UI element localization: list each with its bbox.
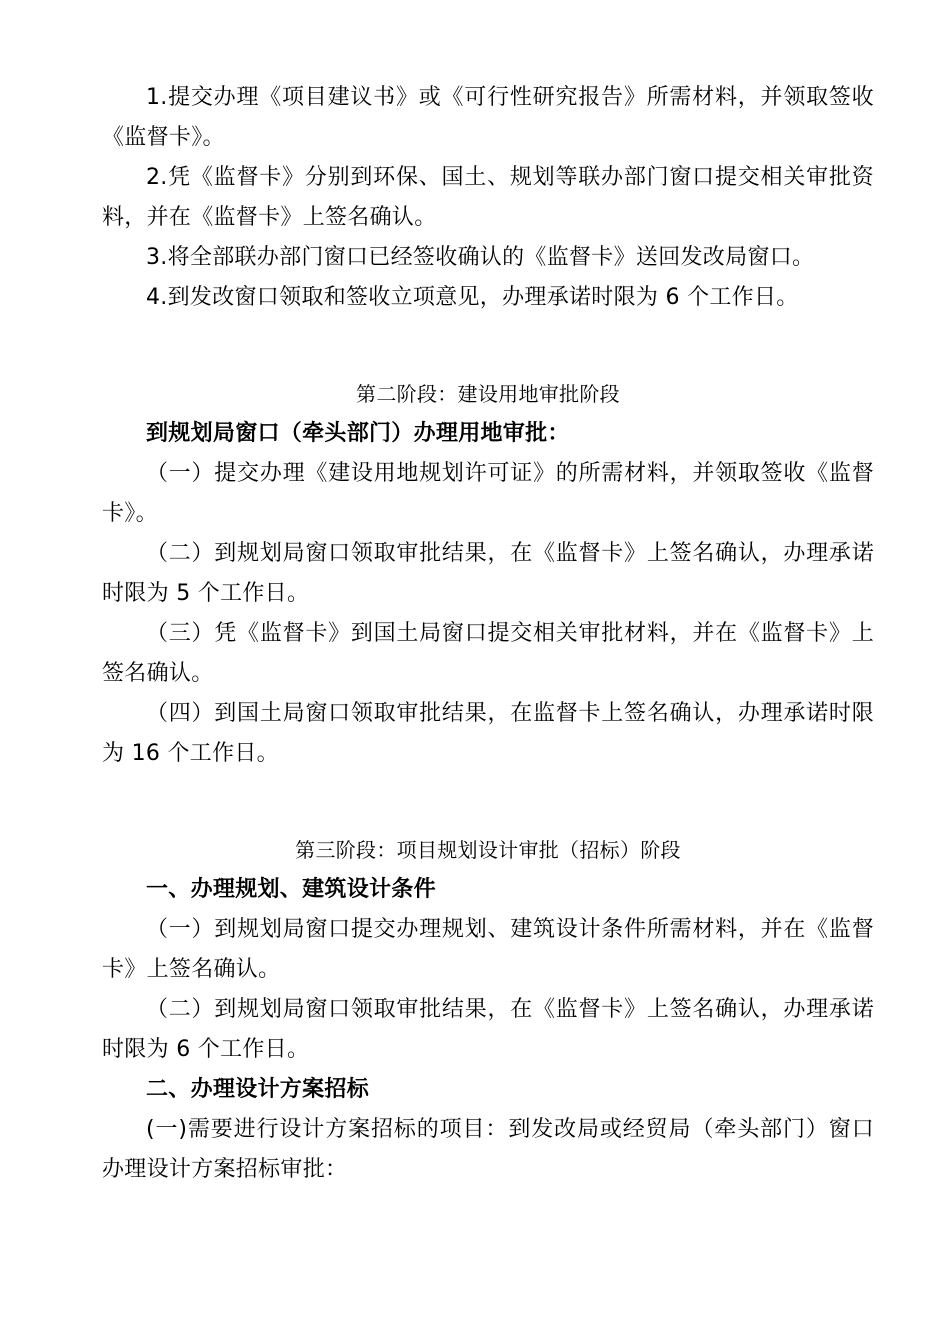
- paragraph-item-2: 2.凭《监督卡》分别到环保、国土、规划等联办部门窗口提交相关审批资料，并在《监督卡》上签名确认。: [102, 165, 874, 230]
- stage-3-title: 第三阶段：项目规划设计审批（招标）阶段: [295, 838, 681, 862]
- stage-3-heading-1: 一、办理规划、建筑设计条件: [146, 877, 436, 902]
- stage-3-item-2: （二）到规划局窗口领取审批结果，在《监督卡》上签名确认，办理承诺时限为 6 个工作日。: [102, 997, 874, 1062]
- stage-2-item-3: （三）凭《监督卡》到国土局窗口提交相关审批材料，并在《监督卡》上签名确认。: [102, 621, 874, 686]
- stage-3-item-3: (一)需要进行设计方案招标的项目：到发改局或经贸局（牵头部门）窗口办理设计方案招标审批：: [102, 1117, 874, 1182]
- paragraph-item-1: 1.提交办理《项目建议书》或《可行性研究报告》所需材料，并领取签收《监督卡》。: [102, 85, 874, 150]
- paragraph-item-4: 4.到发改窗口领取和签收立项意见，办理承诺时限为 6 个工作日。: [146, 285, 799, 310]
- document-page: [102, 78, 874, 1190]
- stage-2-heading: 到规划局窗口（牵头部门）办理用地审批：: [146, 421, 570, 446]
- stage-2-item-4: （四）到国土局窗口领取审批结果，在监督卡上签名确认，办理承诺时限为 16 个工作日。: [102, 701, 874, 766]
- paragraph-item-3: 3.将全部联办部门窗口已经签收确认的《监督卡》送回发改局窗口。: [146, 245, 815, 270]
- stage-3-item-1: （一）到规划局窗口提交办理规划、建筑设计条件所需材料，并在《监督卡》上签名确认。: [102, 917, 874, 982]
- stage-2-item-2: （二）到规划局窗口领取审批结果，在《监督卡》上签名确认，办理承诺时限为 5 个工作日。: [102, 541, 874, 606]
- stage-3-heading-2: 二、办理设计方案招标: [146, 1077, 370, 1102]
- stage-2-title: 第二阶段：建设用地审批阶段: [356, 382, 620, 406]
- stage-2-item-1: （一）提交办理《建设用地规划许可证》的所需材料，并领取签收《监督卡》。: [102, 461, 874, 526]
